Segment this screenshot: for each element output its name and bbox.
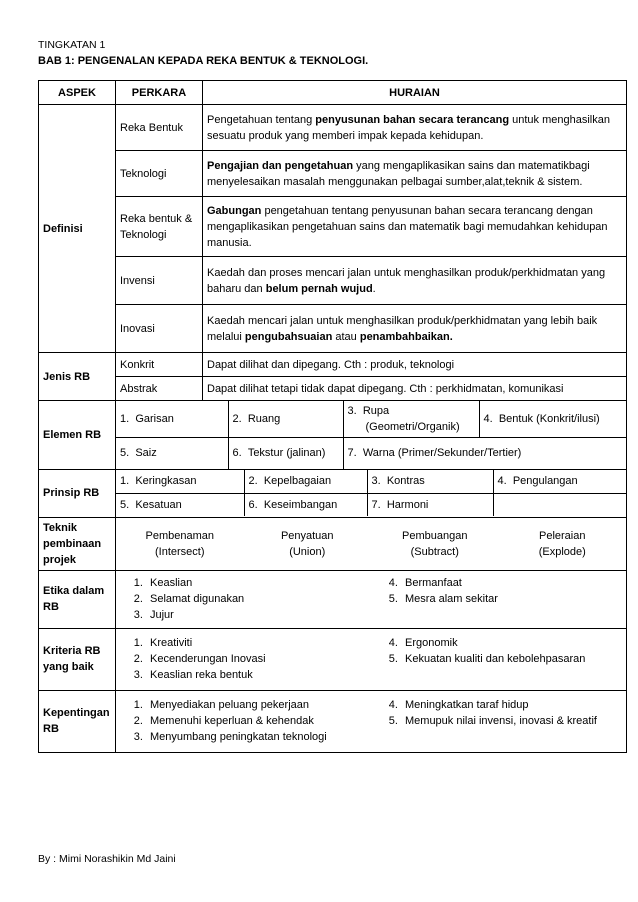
elemen-item: 1. Garisan [120,413,174,425]
list-item: 1. Keaslian [146,575,371,591]
header-aspek: ASPEK [39,81,116,105]
prinsip-item: 6. Keseimbangan [244,493,367,516]
perkara-reka-bentuk: Reka Bentuk [116,105,203,151]
teknik-item: Peleraian (Explode) [538,529,586,558]
perkara-konkrit: Konkrit [116,353,203,377]
prinsip-item [493,493,626,516]
list-item: 5. Kekuatan kualiti dan kebolehpasaran [401,651,626,667]
list-item: 2. Kecenderungan Inovasi [146,651,371,667]
header-huraian: HURAIAN [203,81,627,105]
prinsip-item: 3. Kontras [367,470,493,493]
aspek-jenis: Jenis RB [39,353,116,401]
chapter-title: BAB 1: PENGENALAN KEPADA REKA BENTUK & TEKNOLOGI. [38,55,369,67]
list-item: 4. Meningkatkan taraf hidup [401,697,626,713]
etika-lists [116,570,627,628]
kriteria-lists [116,628,627,690]
prinsip-item: 2. Kepelbagaian [244,470,367,493]
list-item: 3. Menyumbang peningkatan teknologi [146,729,371,745]
list-item: 5. Memupuk nilai invensi, inovasi & kreatif [401,713,626,729]
prinsip-item: 5. Kesatuan [116,493,244,516]
huraian-invensi: Kaedah dan proses mencari jalan untuk menghasilkan produk/perkhidmatan yang baharu dan belum pernah wujud. [203,257,627,305]
prinsip-item: 7. Harmoni [367,493,493,516]
header-perkara: PERKARA [116,81,203,105]
kepentingan-lists [116,690,627,752]
teknik-item: Pembuangan (Subtract) [402,529,468,558]
summary-table [38,80,627,753]
aspek-kepentingan: Kepentingan RB [39,690,116,752]
list-item: 3. Keaslian reka bentuk [146,667,371,683]
teknik-item: Penyatuan (Union) [280,529,334,558]
perkara-inovasi: Inovasi [116,305,203,353]
aspek-elemen: Elemen RB [39,401,116,470]
teknik-item: Pembenaman (Intersect) [145,529,214,558]
elemen-item: 3. Rupa (Geometri/Organik) [343,401,479,438]
level-label: TINGKATAN 1 [38,39,106,51]
elemen-item: 5. Saiz [116,438,228,469]
list-item: 1. Menyediakan peluang pekerjaan [146,697,371,713]
prinsip-item: 4. Pengulangan [493,470,626,493]
list-item: 4. Ergonomik [401,635,626,651]
aspek-definisi: Definisi [39,105,116,353]
list-item: 3. Jujur [146,607,371,623]
list-item: 5. Mesra alam sekitar [401,591,626,607]
aspek-teknik: Teknik pembinaan projek [39,517,116,570]
perkara-abstrak: Abstrak [116,377,203,401]
list-item: 2. Memenuhi keperluan & kehendak [146,713,371,729]
elemen-grid [116,401,627,470]
list-item: 2. Selamat digunakan [146,591,371,607]
prinsip-item: 1. Keringkasan [120,475,197,488]
aspek-kriteria: Kriteria RB yang baik [39,628,116,690]
perkara-teknologi: Teknologi [116,151,203,197]
aspek-prinsip: Prinsip RB [39,469,116,517]
elemen-item: 2. Ruang [228,401,343,438]
elemen-item: 6. Tekstur (jalinan) [228,438,343,469]
prinsip-grid [116,469,627,517]
huraian-rbt: Gabungan pengetahuan tentang penyusunan bahan secara terancang dengan mengaplikasikan pengetahuan sains dan matematik bagi memudahkan kehidupan manusia. [203,197,627,257]
huraian-reka-bentuk: Pengetahuan tentang penyusunan bahan secara terancang untuk menghasilkan sesuatu produk yang memberi impak kepada kehidupan. [203,105,627,151]
list-item: 1. Kreativiti [146,635,371,651]
author-footer: By : Mimi Norashikin Md Jaini [38,853,176,865]
huraian-abstrak: Dapat dilihat tetapi tidak dapat dipegang. Cth : perkhidmatan, komunikasi [203,377,627,401]
perkara-invensi: Invensi [116,257,203,305]
list-item: 4. Bermanfaat [401,575,626,591]
huraian-konkrit: Dapat dilihat dan dipegang. Cth : produk, teknologi [203,353,627,377]
aspek-etika: Etika dalam RB [39,570,116,628]
elemen-item: 4. Bentuk (Konkrit/ilusi) [479,401,626,438]
perkara-rbt: Reka bentuk & Teknologi [116,197,203,257]
elemen-item: 7. Warna (Primer/Sekunder/Tertier) [343,438,626,469]
teknik-row [116,517,627,570]
huraian-teknologi: Pengajian dan pengetahuan yang mengaplikasikan sains dan matematikbagi menyelesaikan masalah menggunakan pelbagai sumber,alat,teknik & sistem. [203,151,627,197]
huraian-inovasi: Kaedah mencari jalan untuk menghasilkan produk/perkhidmatan yang lebih baik melalui pengubahsuaian atau penambahbaikan. [203,305,627,353]
